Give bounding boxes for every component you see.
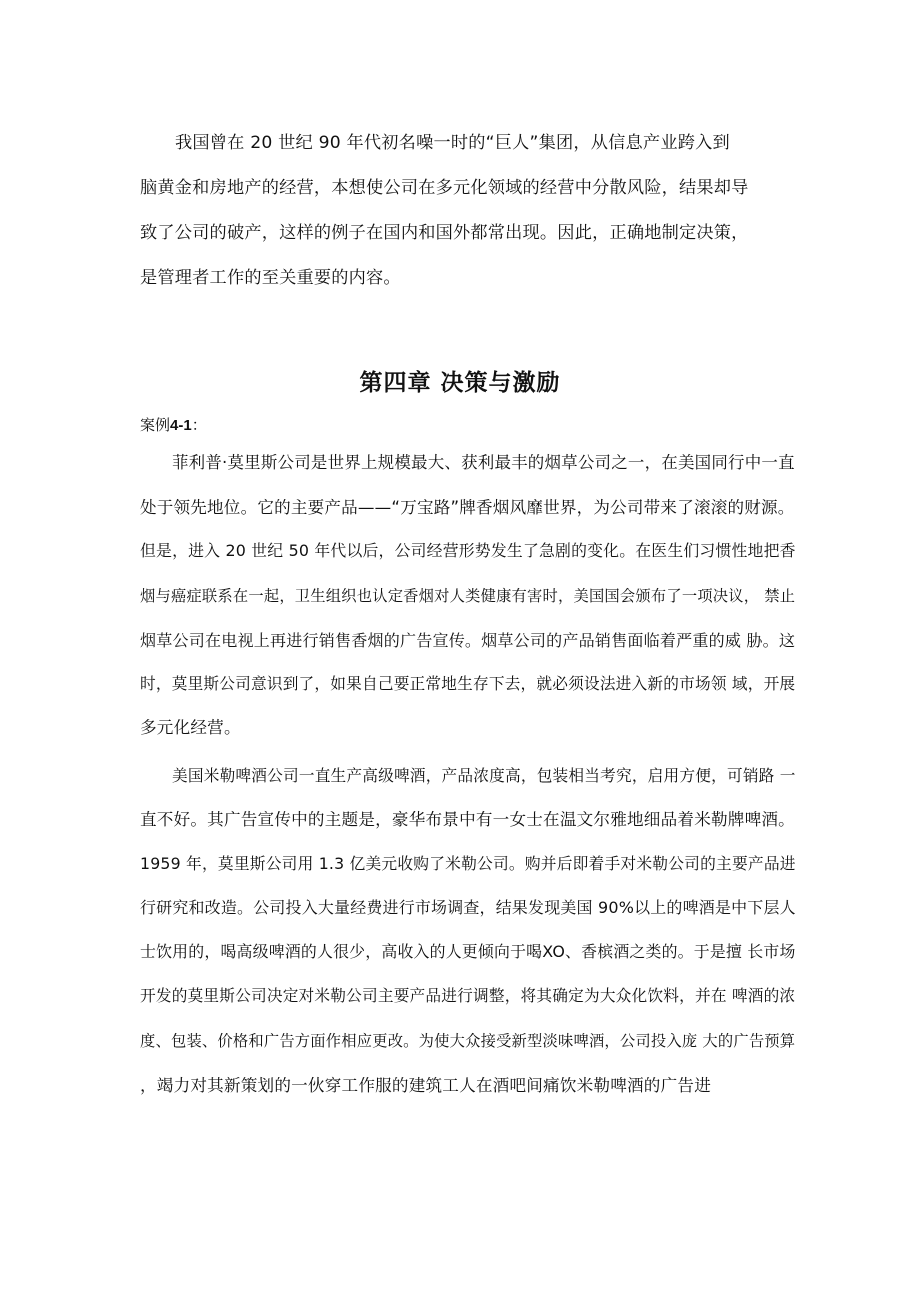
- p2-line-6: 开发的莫里斯公司决定对米勒公司主要产品进行调整，将其确定为大众化饮料，并在 啤酒的浓: [140, 986, 796, 1005]
- case-label-suffix: ：: [191, 416, 207, 434]
- p2-line-5: 士饮用的，喝高级啤酒的人很少，高收入的人更倾向于喝XO、香槟酒之类的。于是擅 长市场: [140, 942, 796, 961]
- p1-line-4: 烟与癌症联系在一起，卫生组织也认定香烟对人类健康有害时，美国国会颁布了一项决议， 禁止: [140, 587, 796, 605]
- p1-line-5: 烟草公司在电视上再进行销售香烟的广告宣传。烟草公司的产品销售面临着严重的威 胁。这: [140, 631, 796, 650]
- case-label-prefix: 案例: [140, 416, 171, 434]
- p1-line-3: 但是，进入 20 世纪 50 年代以后，公司经营形势发生了急剧的变化。在医生们习惯性地把香: [140, 541, 796, 560]
- p1-line-6: 时，莫里斯公司意识到了，如果自己要正常地生存下去，就必须设法进入新的市场领 域，开展: [140, 674, 796, 693]
- case-label: [140, 415, 207, 436]
- intro-line-4: 是管理者工作的至关重要的内容。: [140, 268, 401, 288]
- p1-line-7: 多元化经营。: [140, 718, 241, 737]
- intro-line-2: 脑黄金和房地产的经营，本想使公司在多元化领域的经营中分散风险，结果却导: [140, 178, 749, 198]
- p1-line-1: 菲利普·莫里斯公司是世界上规模最大、获利最丰的烟草公司之一，在美国同行中一直: [172, 453, 795, 472]
- p1-line-2: 处于领先地位。它的主要产品——“万宝路”牌香烟风靡世界，为公司带来了滚滚的财源。: [140, 498, 795, 517]
- case-label-number: 4-1: [170, 417, 192, 434]
- p2-line-1: 美国米勒啤酒公司一直生产高级啤酒，产品浓度高，包装相当考究，启用方便，可销路 一: [172, 766, 796, 785]
- intro-line-1: 我国曾在 20 世纪 90 年代初名噪一时的“巨人”集团，从信息产业跨入到: [175, 133, 730, 153]
- p2-line-3: 1959 年，莫里斯公司用 1.3 亿美元收购了米勒公司。购并后即着手对米勒公司的主要产品进: [140, 854, 796, 873]
- p2-line-2: 直不好。其广告宣传中的主题是，豪华布景中有一女士在温文尔雅地细品着米勒牌啤酒。: [140, 810, 795, 829]
- p2-line-4: 行研究和改造。公司投入大量经费进行市场调查，结果发现美国 90%以上的啤酒是中下层人: [140, 898, 796, 917]
- p2-line-8: ，竭力对其新策划的一伙穿工作服的建筑工人在酒吧间痛饮米勒啤酒的广告进: [140, 1076, 711, 1095]
- chapter-title: 第四章 决策与激励: [359, 369, 561, 396]
- p2-line-7: 度、包装、价格和广告方面作相应更改。为使大众接受新型淡味啤酒，公司投入庞 大的广告预算: [140, 1032, 796, 1050]
- intro-line-3: 致了公司的破产，这样的例子在国内和国外都常出现。因此，正确地制定决策，: [140, 223, 749, 243]
